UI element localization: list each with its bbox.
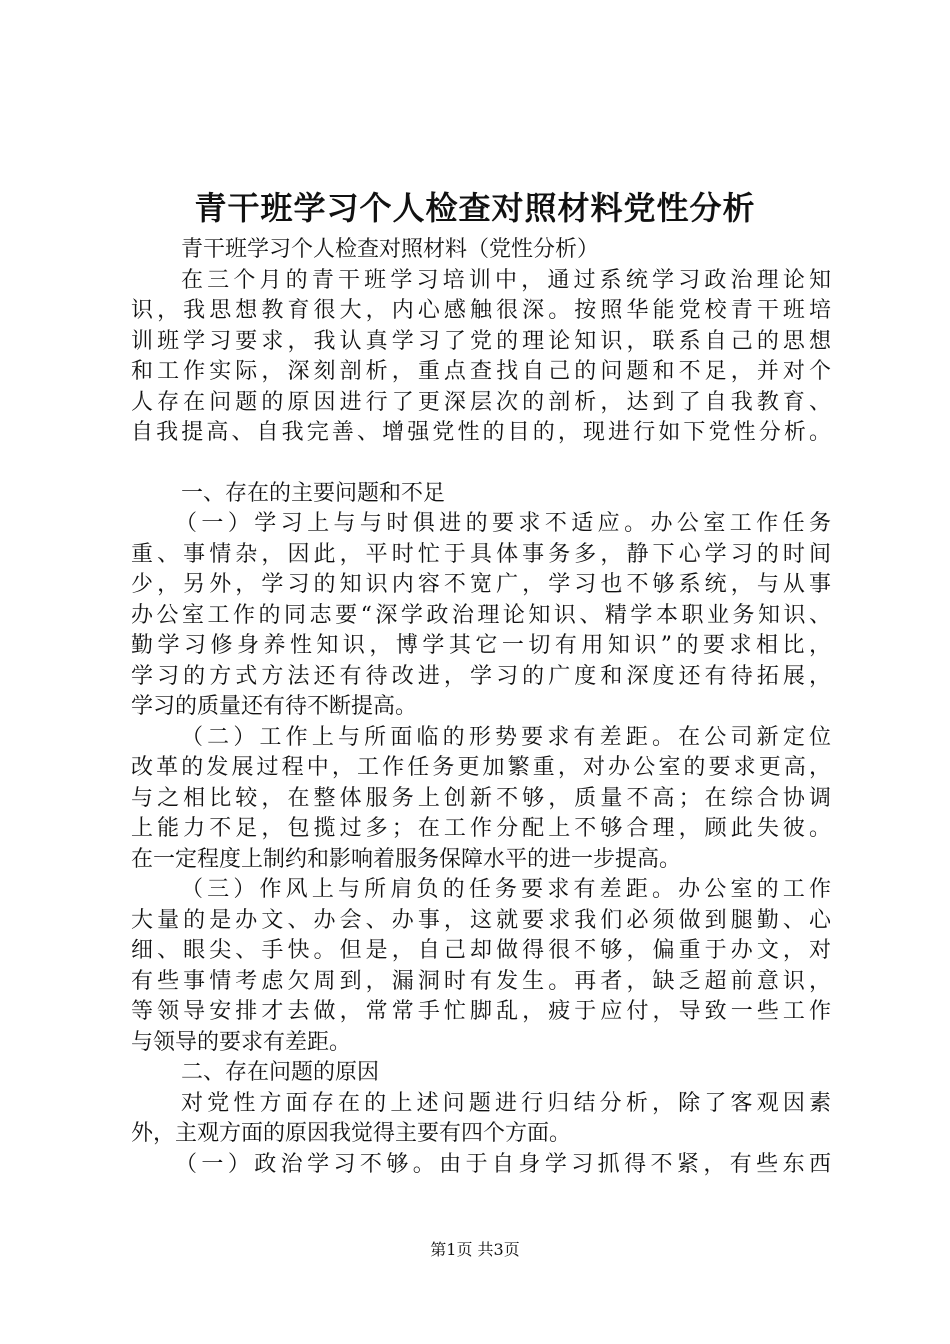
paragraph-line: （一）学习上与与时俱进的要求不适应。办公室工作任务 — [175, 511, 831, 536]
paragraph-line: 训班学习要求，我认真学习了党的理论知识，联系自己的思想 — [131, 328, 831, 354]
paragraph-line: 外，主观方面的原因我觉得主要有四个方面。 — [131, 1121, 572, 1146]
paragraph-line: 勤学习修身养性知识，博学其它一切有用知识”的要求相比， — [131, 633, 831, 658]
paragraph-line: 对党性方面存在的上述问题进行归结分析，除了客观因素 — [181, 1090, 831, 1116]
document-title: 青干班学习个人检查对照材料党性分析 — [194, 189, 756, 227]
section-heading: 一、存在的主要问题和不足 — [181, 480, 446, 506]
paragraph-line: 等领导安排才去做，常常手忙脚乱，疲于应付，导致一些工作 — [131, 999, 831, 1024]
section-heading: 二、存在问题的原因 — [181, 1060, 380, 1085]
paragraph-gap — [131, 449, 831, 479]
paragraph-line: （三）作风上与所肩负的任务要求有差距。办公室的工作 — [181, 877, 831, 902]
paragraph-line: 上能力不足，包揽过多；在工作分配上不够合理，顾此失彼。 — [131, 816, 831, 841]
paragraph-line: 自我提高、自我完善、增强党性的目的，现进行如下党性分析。 — [131, 420, 831, 445]
subtitle-line: 青干班学习个人检查对照材料（党性分析） — [181, 237, 600, 262]
paragraph-line: 大量的是办文、办会、办事，这就要求我们必须做到腿勤、心 — [131, 907, 831, 933]
paragraph-line: 少，另外，学习的知识内容不宽广，学习也不够系统，与从事 — [131, 572, 831, 597]
paragraph-line: 细、眼尖、手快。但是，自己却做得很不够，偏重于办文，对 — [131, 938, 831, 963]
document-body — [131, 235, 831, 1180]
paragraph-line: 有些事情考虑欠周到，漏洞时有发生。再者，缺乏超前意识， — [131, 968, 831, 994]
paragraph-line: 学习的质量还有待不断提高。 — [131, 694, 418, 719]
paragraph-line: 识，我思想教育很大，内心感触很深。按照华能党校青干班培 — [131, 298, 831, 323]
paragraph-line: 人存在问题的原因进行了更深层次的剖析，达到了自我教育、 — [131, 389, 831, 415]
paragraph-line: 办公室工作的同志要“深学政治理论知识、精学本职业务知识、 — [131, 602, 831, 628]
paragraph-line: 重、事情杂，因此，平时忙于具体事务多，静下心学习的时间 — [131, 541, 831, 567]
paragraph-line: 与领导的要求有差距。 — [131, 1029, 352, 1055]
paragraph-line: 在三个月的青干班学习培训中，通过系统学习政治理论知 — [181, 267, 831, 293]
page-number-footer: 第1页 共3页 — [430, 1240, 520, 1259]
paragraph-line: 和工作实际，深刻剖析，重点查找自己的问题和不足，并对个 — [131, 359, 831, 384]
paragraph-line: 在一定程度上制约和影响着服务保障水平的进一步提高。 — [131, 846, 682, 872]
paragraph-line: （二）工作上与所面临的形势要求有差距。在公司新定位 — [181, 724, 831, 750]
paragraph-line: （一）政治学习不够。由于自身学习抓得不紧，有些东西 — [175, 1151, 831, 1177]
paragraph-line: 学习的方式方法还有待改进，学习的广度和深度还有待拓展， — [131, 663, 831, 689]
paragraph-line: 与之相比较，在整体服务上创新不够，质量不高；在综合协调 — [131, 785, 831, 811]
paragraph-line: 改革的发展过程中，工作任务更加繁重，对办公室的要求更高， — [131, 755, 831, 780]
